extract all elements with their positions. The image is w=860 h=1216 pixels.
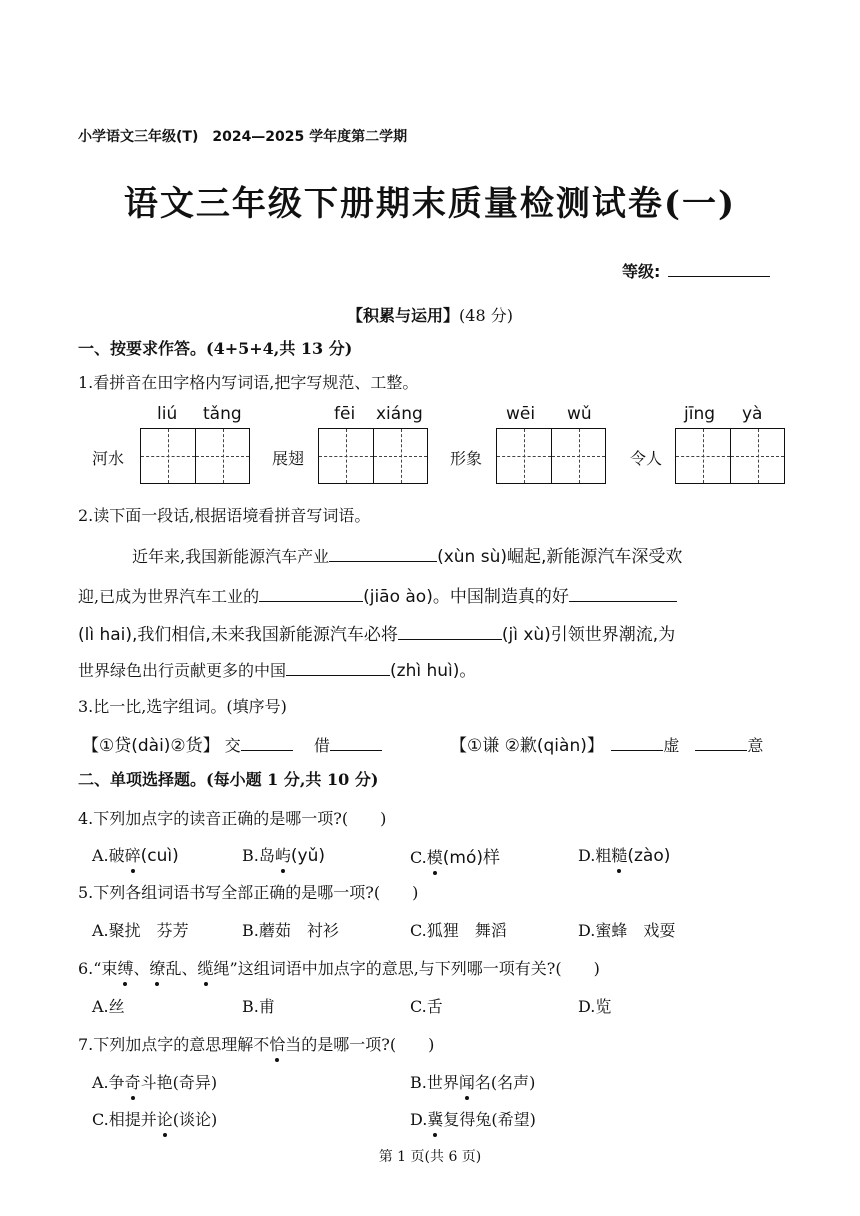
- q6-text-2: 、: [133, 959, 150, 978]
- q7-text-1: 7.下列加点字的意思理解: [78, 1035, 254, 1054]
- q4-d-dotted-char: 糙: [611, 843, 627, 866]
- q7-option-d[interactable]: [410, 1107, 536, 1130]
- q5-option-d[interactable]: D.蜜蜂 戏耍: [578, 921, 676, 940]
- q3-blank-3[interactable]: [611, 734, 663, 751]
- q1-prefix-2: 展翅: [272, 449, 305, 468]
- q4-option-c[interactable]: [410, 843, 500, 868]
- q3-group-1: [82, 731, 382, 756]
- q3-word-3: 虚: [663, 736, 680, 755]
- q2-l2-text-a: 迎,已成为世界汽车工业的: [78, 587, 260, 606]
- q6-text-1: 6.“束: [78, 959, 118, 978]
- q2-text: 2.读下面一段话,根据语境看拼音写词语。: [78, 506, 371, 525]
- q3-group-2: [450, 731, 763, 756]
- q6-option-c[interactable]: C.舌: [410, 997, 443, 1016]
- q7-b-meaning: 名(名声): [474, 1073, 536, 1092]
- q7-a-meaning: 斗艳(奇异): [140, 1073, 218, 1092]
- q2-blank-4[interactable]: [398, 623, 502, 640]
- section-name: 【积累与运用】: [347, 306, 460, 325]
- q6-option-d[interactable]: D.览: [578, 997, 612, 1016]
- q5-option-b[interactable]: B.蘑茹 衬衫: [242, 921, 339, 940]
- q7-d-dotted-char: 冀: [427, 1107, 443, 1130]
- q1-prefix-4: 令人: [630, 449, 663, 468]
- q7-option-b[interactable]: [410, 1070, 535, 1093]
- q4-b-pinyin: (yǔ): [290, 846, 325, 866]
- q7-option-c[interactable]: [92, 1107, 217, 1130]
- q4-d-text: D.粗: [578, 846, 612, 865]
- q6-text: [78, 956, 600, 979]
- q6-dotted-char-2: 缭: [149, 956, 165, 979]
- q1-writing-grid-1[interactable]: [140, 428, 250, 484]
- q4-a-pinyin: (cuì): [140, 846, 179, 866]
- q3-group-1-label: 【①贷(dài)②货】: [82, 736, 220, 756]
- q1-writing-grid-2[interactable]: [318, 428, 428, 484]
- q1-pinyin-1b: tǎng: [203, 404, 242, 424]
- q4-option-d[interactable]: [578, 843, 670, 866]
- q2-blank-3[interactable]: [569, 585, 677, 602]
- q1-pinyin-4b: yà: [742, 404, 763, 424]
- q5-text: 5.下列各组词语书写全部正确的是哪一项?( ): [78, 883, 419, 902]
- q2-l2-text-b: (jiāo ào)。中国制造真的好: [363, 587, 569, 607]
- q4-c-pinyin: (mó)样: [442, 848, 501, 868]
- q2-l1-text-b: (xùn sù)崛起,新能源汽车深受欢: [437, 547, 683, 567]
- q7-b-text: B.世界: [410, 1073, 459, 1092]
- q2-line-3: [78, 620, 675, 645]
- q1-prefix-3: 形象: [450, 449, 483, 468]
- q6-option-b[interactable]: B.甫: [242, 997, 275, 1016]
- q6-option-a[interactable]: A.丝: [92, 997, 125, 1016]
- q7-c-meaning: (谈论): [172, 1110, 218, 1129]
- q7-d-text: D.: [410, 1110, 428, 1129]
- q3-blank-4[interactable]: [695, 734, 747, 751]
- q3-text: 3.比一比,选字组词。(填序号): [78, 697, 287, 716]
- q1-prefix-1: 河水: [92, 449, 125, 468]
- page-number: 第 1 页(共 6 页): [378, 1149, 482, 1165]
- q2-blank-5[interactable]: [286, 659, 390, 676]
- q7-b-dotted-char: 闻: [459, 1070, 475, 1093]
- section-score: (48 分): [459, 306, 513, 325]
- q7-a-dotted-char: 奇: [125, 1070, 141, 1093]
- q5-option-c[interactable]: C.狐狸 舞滔: [410, 921, 507, 940]
- q2-line-2: [78, 582, 677, 607]
- q7-c-text: C.相提并: [92, 1110, 157, 1129]
- q7-text-2: 的是哪一项?( ): [301, 1035, 435, 1054]
- q2-l1-text-a: 近年来,我国新能源汽车产业: [132, 547, 330, 566]
- q2-l4-text-b: (zhì huì)。: [390, 661, 477, 681]
- q2-line-1: [132, 542, 682, 567]
- q1-pinyin-4a: jīng: [684, 404, 716, 424]
- q4-b-dotted-char: 屿: [275, 843, 291, 866]
- page-title: 语文三年级下册期末质量检测试卷(一): [123, 184, 737, 224]
- q1-pinyin-2a: fēi: [334, 404, 356, 424]
- q7-c-dotted-char: 论: [157, 1107, 173, 1130]
- q2-blank-1[interactable]: [329, 545, 437, 562]
- q3-word-4: 意: [747, 736, 764, 755]
- q3-group-2-label: 【①谦 ②歉(qiàn)】: [450, 736, 596, 756]
- q2-l3-text-a: (lì hai),我们相信,未来我国新能源汽车必将: [78, 625, 398, 645]
- q6-dotted-char-1: 缚: [117, 956, 133, 979]
- q4-option-b[interactable]: [242, 843, 325, 866]
- q2-l4-text-a: 世界绿色出行贡献更多的中国: [78, 661, 287, 680]
- q1-text: 1.看拼音在田字格内写词语,把字写规范、工整。: [78, 373, 419, 392]
- q3-blank-1[interactable]: [241, 734, 293, 751]
- q4-a-text: A.破: [92, 846, 125, 865]
- q4-option-a[interactable]: [92, 843, 179, 866]
- q3-blank-2[interactable]: [330, 734, 382, 751]
- part1-heading: 一、按要求作答。(4+5+4,共 13 分): [78, 339, 353, 358]
- q6-dotted-char-3: 缆: [198, 956, 214, 979]
- q2-blank-2[interactable]: [259, 585, 363, 602]
- part2-heading: 二、单项选择题。(每小题 1 分,共 10 分): [78, 770, 379, 789]
- exam-header-line: 小学语文三年级(T) 2024—2025 学年度第二学期: [78, 129, 408, 145]
- q3-word-2: 借: [313, 736, 330, 755]
- q4-c-dotted-char: 模: [427, 845, 443, 868]
- q1-writing-grid-3[interactable]: [496, 428, 606, 484]
- q7-dotted-words: 不恰当: [253, 1032, 301, 1055]
- q4-d-pinyin: (zào): [627, 846, 671, 866]
- section-title: [0, 303, 860, 326]
- q1-pinyin-1a: liú: [157, 404, 178, 424]
- q7-a-text: A.争: [92, 1073, 125, 1092]
- q7-text: [78, 1032, 434, 1055]
- q1-pinyin-3a: wēi: [506, 404, 536, 424]
- q2-line-4: [78, 656, 476, 681]
- grade-blank[interactable]: [668, 276, 770, 277]
- q4-c-text: C.: [410, 848, 427, 867]
- q1-pinyin-3b: wǔ: [567, 404, 592, 424]
- q7-option-a[interactable]: [92, 1070, 217, 1093]
- q6-text-3: 乱、: [165, 959, 198, 978]
- q2-l3-text-b: (jì xù)引领世界潮流,为: [501, 625, 676, 645]
- q4-text: 4.下列加点字的读音正确的是哪一项?( ): [78, 809, 387, 828]
- q6-text-4: 绳”这组词语中加点字的意思,与下列哪一项有关?( ): [213, 959, 600, 978]
- q7-d-meaning: 复得兔(希望): [443, 1110, 536, 1129]
- q5-option-a[interactable]: A.聚扰 芬芳: [92, 921, 189, 940]
- q3-word-1: 交: [224, 736, 241, 755]
- q4-a-dotted-char: 碎: [125, 843, 141, 866]
- q1-writing-grid-4[interactable]: [675, 428, 785, 484]
- q4-b-text: B.岛: [242, 846, 275, 865]
- grade-label: 等级:: [622, 262, 661, 281]
- q1-pinyin-2b: xiáng: [376, 404, 423, 424]
